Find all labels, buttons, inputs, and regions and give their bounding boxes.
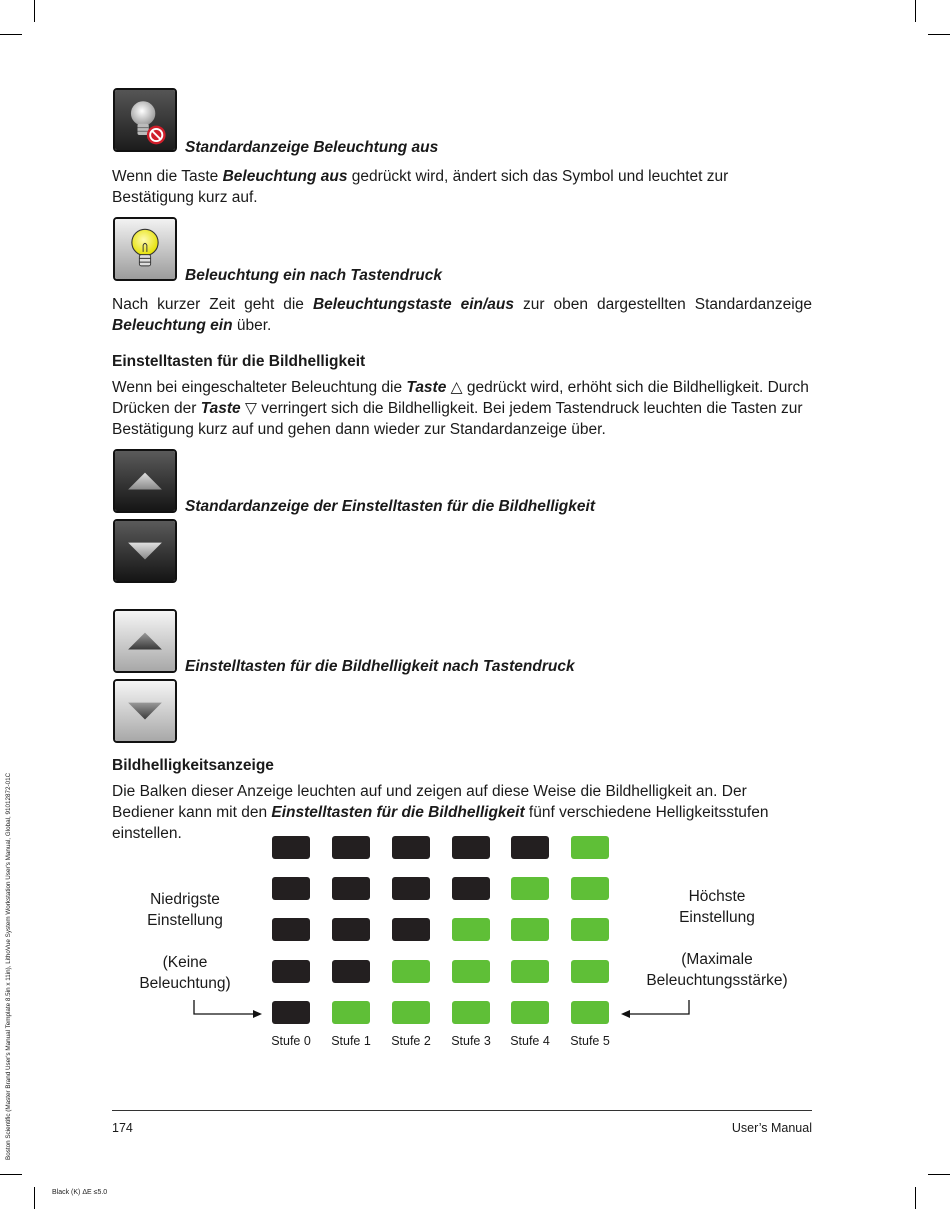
bold-term: Beleuchtungstaste ein/aus	[312, 296, 515, 313]
brightness-bar-1-0	[332, 836, 370, 859]
brightness-bar-0-3	[272, 960, 310, 983]
bold-term: Beleuchtung aus	[222, 168, 348, 185]
level-label-4: Stufe 4	[510, 1034, 550, 1048]
light-off-icon	[113, 88, 177, 152]
brightness-bar-5-4	[571, 1001, 609, 1024]
crop-mark	[0, 34, 22, 35]
level-label-5: Stufe 5	[570, 1034, 610, 1048]
text: gedrückt wird, ändert sich das Symbol und leuchtet zur Bestätigung kurz auf.	[112, 168, 729, 206]
crop-mark	[928, 34, 950, 35]
label-line: (Maximale	[681, 951, 753, 968]
brightness-down-icon	[113, 519, 177, 583]
brightness-bar-1-3	[332, 960, 370, 983]
brightness-bar-0-4	[272, 1001, 310, 1024]
manual-title: User’s Manual	[731, 1121, 812, 1135]
paragraph-light-off	[112, 166, 812, 208]
brightness-bar-4-0	[511, 836, 549, 859]
brightness-bar-2-1	[392, 877, 430, 900]
label-line: Einstellung	[679, 909, 755, 926]
text: über.	[232, 317, 272, 334]
level-label-1: Stufe 1	[331, 1034, 371, 1048]
brightness-bar-3-2	[452, 918, 490, 941]
crop-mark	[928, 1174, 950, 1175]
page-number: 174	[112, 1121, 133, 1135]
brightness-down-pressed-icon	[113, 679, 177, 743]
level-label-3: Stufe 3	[451, 1034, 491, 1048]
text: verringert sich die Bildhelligkeit. Bei jedem Tastendruck leuchten die Tasten zur Bestätigung kurz auf und gehen dann wieder zur Standardanzeige über.	[112, 400, 803, 438]
brightness-bar-0-2	[272, 918, 310, 941]
light-on-icon	[113, 217, 177, 281]
paragraph-brightness-keys	[112, 377, 812, 440]
brightness-bar-4-1	[511, 877, 549, 900]
brightness-bar-0-1	[272, 877, 310, 900]
triangle-up-symbol: △	[446, 379, 467, 396]
brightness-bar-5-2	[571, 918, 609, 941]
text: fünf verschiedene Helligkeitsstufen einstellen.	[112, 804, 769, 842]
label-line: Einstellung	[147, 912, 223, 929]
bold-term: Taste	[200, 400, 241, 417]
text: zur oben dargestellten Standardanzeige	[514, 296, 812, 313]
brightness-bar-4-3	[511, 960, 549, 983]
brightness-bar-5-0	[571, 836, 609, 859]
label-line: Höchste	[688, 888, 746, 905]
text: Nach kurzer Zeit geht die	[112, 296, 313, 313]
text: gedrückt wird, erhöht sich die Bildhelligkeit. Durch Drücken der	[112, 379, 809, 417]
crop-mark	[0, 1174, 22, 1175]
brightness-bar-2-2	[392, 918, 430, 941]
crop-mark	[915, 0, 916, 22]
sidebar-document-id: Boston Scientific (Master Brand User's Manual Template 8.5in x 11in), LithoVue System Workstation User's Manual, Global, 91012872-01C	[5, 772, 12, 1160]
brightness-bar-3-4	[452, 1001, 490, 1024]
brightness-bar-5-1	[571, 877, 609, 900]
text: Wenn die Taste	[112, 168, 223, 185]
label-line: (Keine	[162, 954, 208, 971]
level-label-2: Stufe 2	[391, 1034, 431, 1048]
brightness-bar-1-1	[332, 877, 370, 900]
brightness-bar-3-0	[452, 836, 490, 859]
footer-rule	[112, 1110, 812, 1111]
brightness-bar-1-2	[332, 918, 370, 941]
paragraph-brightness-indicator	[112, 781, 812, 844]
brightness-bar-2-4	[392, 1001, 430, 1024]
caption-brightness-pressed: Einstelltasten für die Bildhelligkeit nach Tastendruck	[185, 658, 575, 675]
caption-brightness-default: Standardanzeige der Einstelltasten für die Bildhelligkeit	[185, 498, 595, 515]
crop-mark	[34, 1187, 35, 1209]
label-line: Beleuchtungsstärke)	[646, 972, 788, 989]
triangle-down-symbol: ▽	[240, 400, 262, 417]
arrow-to-level-5	[618, 996, 693, 1022]
caption-light-off: Standardanzeige Beleuchtung aus	[185, 139, 439, 156]
label-line: Beleuchtung)	[139, 975, 231, 992]
bold-term: Beleuchtung ein	[112, 317, 233, 334]
brightness-bar-3-3	[452, 960, 490, 983]
bold-term: Einstelltasten für die Bildhelligkeit	[271, 804, 525, 821]
highest-setting-label	[632, 886, 802, 991]
brightness-bar-4-2	[511, 918, 549, 941]
lowest-setting-label	[125, 889, 245, 994]
brightness-bar-2-3	[392, 960, 430, 983]
paragraph-light-on	[112, 294, 812, 336]
level-label-0: Stufe 0	[271, 1034, 311, 1048]
arrow-to-level-0	[190, 996, 265, 1022]
brightness-up-pressed-icon	[113, 609, 177, 673]
crop-mark	[34, 0, 35, 22]
heading-brightness-indicator: Bildhelligkeitsanzeige	[112, 757, 274, 774]
heading-brightness-keys: Einstelltasten für die Bildhelligkeit	[112, 353, 366, 370]
text: Die Balken dieser Anzeige leuchten auf und zeigen auf diese Weise die Bildhelligkeit an. Der Bediener kann mit den	[112, 783, 747, 821]
crop-mark	[915, 1187, 916, 1209]
brightness-bar-5-3	[571, 960, 609, 983]
brightness-bar-2-0	[392, 836, 430, 859]
brightness-up-icon	[113, 449, 177, 513]
brightness-bar-0-0	[272, 836, 310, 859]
label-line: Niedrigste	[150, 891, 220, 908]
caption-light-on: Beleuchtung ein nach Tastendruck	[185, 267, 442, 284]
color-spec: Black (K) ΔE ≤5.0	[52, 1189, 108, 1196]
brightness-bar-1-4	[332, 1001, 370, 1024]
brightness-bar-3-1	[452, 877, 490, 900]
brightness-bar-4-4	[511, 1001, 549, 1024]
text: Wenn bei eingeschalteter Beleuchtung die	[112, 379, 407, 396]
bold-term: Taste	[406, 379, 447, 396]
